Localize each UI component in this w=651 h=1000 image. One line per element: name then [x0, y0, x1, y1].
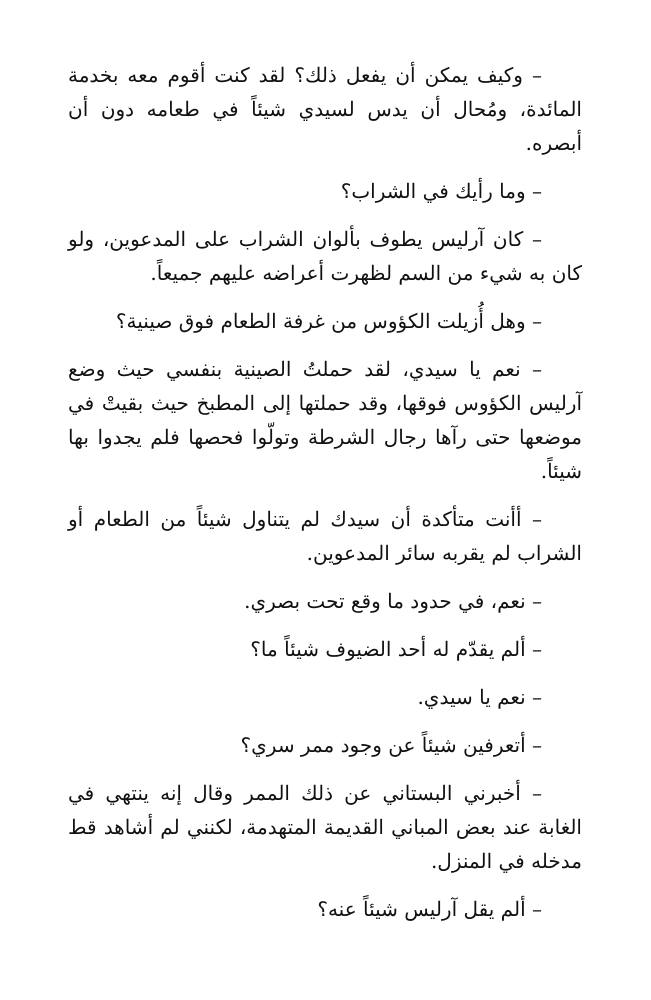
dialogue-text [68, 58, 582, 940]
paragraph: – وكيف يمكن أن يفعل ذلك؟ لقد كنت أقوم معه بخدمة المائدة، ومُحال أن يدس لسيدي شيئاً في طعامه دون أن أبصره. [68, 63, 582, 155]
paragraph: – أأنت متأكدة أن سيدك لم يتناول شيئاً من الطعام أو الشراب لم يقربه سائر المدعوين. [68, 507, 582, 565]
paragraph: – نعم، في حدود ما وقع تحت بصري. [244, 589, 542, 613]
paragraph: – ألم يقل آرليس شيئاً عنه؟ [317, 897, 542, 921]
paragraph: – كان آرليس يطوف بألوان الشراب على المدعوين، ولو كان به شيء من السم لظهرت أعراضه عليهم جميعاً. [68, 227, 582, 285]
paragraph: – أخبرني البستاني عن ذلك الممر وقال إنه ينتهي في الغابة عند بعض المباني القديمة المتهدمة، لكنني لم أشاهد قط مدخله في المنزل. [68, 781, 582, 873]
paragraph: – وهل أُزيلت الكؤوس من غرفة الطعام فوق صينية؟ [115, 309, 542, 333]
paragraph: – نعم يا سيدي، لقد حملتُ الصينية بنفسي حيث وضع آرليس الكؤوس فوقها، وقد حملتها إلى المطبخ حيث بقيتْ في موضعها حتى رآها رجال الشرطة وتولّوا فحصها فلم يجدوا بها شيئاً. [68, 357, 582, 483]
paragraph: – نعم يا سيدي. [417, 685, 542, 709]
paragraph: – أتعرفين شيئاً عن وجود ممر سري؟ [240, 733, 542, 757]
paragraph: – وما رأيك في الشراب؟ [340, 179, 542, 203]
paragraph: – ألم يقدّم له أحد الضيوف شيئاً ما؟ [250, 637, 542, 661]
